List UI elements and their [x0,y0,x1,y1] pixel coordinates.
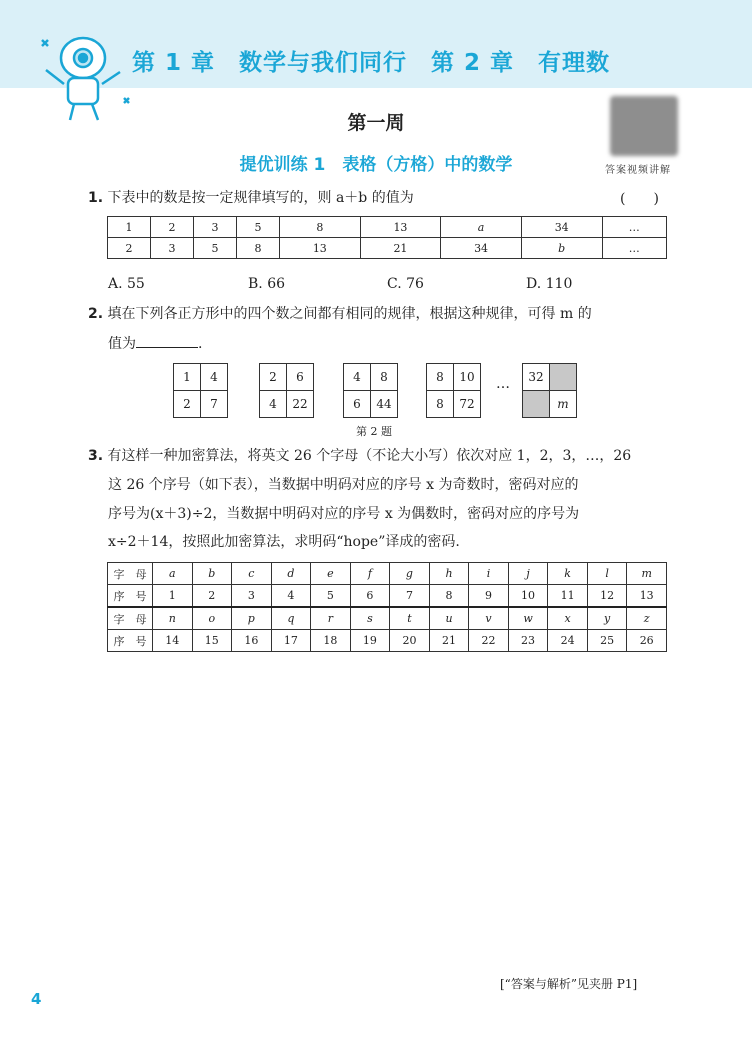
table-cell: a [153,563,193,585]
square-cell: 1 [174,364,201,391]
table-cell: 2 [192,585,232,608]
table-cell: i [469,563,509,585]
table-cell: 15 [192,630,232,652]
table-cell: 13 [627,585,667,608]
table-cell: p [232,607,272,630]
answer-blank[interactable] [136,333,198,348]
table-cell: o [192,607,232,630]
table-cell: h [429,563,469,585]
square-cell: m [550,391,577,418]
cipher-table [107,562,667,652]
qr-code[interactable] [610,96,678,156]
table-cell: l [587,563,627,585]
table-cell: 5 [194,238,237,259]
table-cell: 8 [280,217,361,238]
table-cell: 14 [153,630,193,652]
table-cell: 7 [390,585,430,608]
square-cell: 4 [260,391,287,418]
square-cell: 7 [201,391,228,418]
square-cell-shaded [523,391,550,418]
table-cell: a [441,217,522,238]
table-cell: b [192,563,232,585]
square-cell: 8 [427,364,454,391]
table-cell: t [390,607,430,630]
table-cell: 8 [429,585,469,608]
table-cell: 5 [311,585,351,608]
table-cell: 21 [429,630,469,652]
table-cell: 21 [360,238,441,259]
table-cell: 5 [237,217,280,238]
table-row [108,585,667,608]
table-cell: 1 [108,217,151,238]
week-title: 第一周 [347,112,405,134]
table-cell: n [153,607,193,630]
question-3-number: 3. [88,448,104,464]
square-cell: 4 [344,364,371,391]
chapter-header-title: 第 1 章 数学与我们同行 第 2 章 有理数 [132,50,611,76]
table-cell: 18 [311,630,351,652]
table-cell: 11 [548,585,588,608]
question-3-line2: 这 26 个序号（如下表），当数据中明码对应的序号 x 为奇数时，密码对应的 [108,477,579,493]
square-cell: 4 [201,364,228,391]
table-row [108,217,667,238]
question-2-number: 2. [88,306,104,322]
table-cell: 19 [350,630,390,652]
square-cell: 44 [371,391,398,418]
table-cell: 23 [508,630,548,652]
table-cell: 2 [151,217,194,238]
table-cell: 9 [469,585,509,608]
table-cell: f [350,563,390,585]
table-cell: 12 [587,585,627,608]
table-cell: … [602,238,667,259]
table-cell: 2 [108,238,151,259]
ellipsis: … [496,376,510,392]
table-cell: s [350,607,390,630]
square-cell: 2 [174,391,201,418]
qr-code-label: 答案视频讲解 [605,165,671,176]
question-1 [88,188,414,208]
table-cell: v [469,607,509,630]
table-cell: u [429,607,469,630]
number-square [343,363,398,418]
table-cell: 22 [469,630,509,652]
question-3-line3: 序号为(x＋3)÷2，当数据中明码对应的序号 x 为偶数时，密码对应的序号为 [108,506,580,522]
square-cell: 6 [344,391,371,418]
table-cell: b [521,238,602,259]
table-cell: 16 [232,630,272,652]
table-cell: k [548,563,588,585]
table-row [108,630,667,652]
answer-reference: [“答案与解析”见夹册 P1] [500,977,638,991]
table-cell: 34 [441,238,522,259]
table-cell: 8 [237,238,280,259]
question-1-text: 下表中的数是按一定规律填写的，则 a＋b 的值为 [107,190,414,206]
square-cell: 8 [371,364,398,391]
number-square [173,363,228,418]
question-3-line4: x÷2＋14，按照此加密算法，求明码“hope”译成的密码. [108,534,460,550]
table-cell: 25 [587,630,627,652]
question-2-line2 [108,333,202,354]
question-2 [88,304,592,324]
question-2-text-line2: 值为 [108,336,136,352]
question-2-period: . [198,336,203,352]
sequence-table [107,216,667,259]
table-cell: 3 [151,238,194,259]
table-cell: 17 [271,630,311,652]
table-cell: e [311,563,351,585]
table-cell: c [232,563,272,585]
option-c[interactable]: C. 76 [387,276,424,292]
figure-caption: 第 2 题 [356,425,392,438]
table-cell: 20 [390,630,430,652]
square-cell-shaded [550,364,577,391]
square-cell: 2 [260,364,287,391]
table-cell: 34 [521,217,602,238]
table-cell: g [390,563,430,585]
table-cell: j [508,563,548,585]
question-2-text-line1: 填在下列各正方形中的四个数之间都有相同的规律，根据这种规律，可得 m 的 [107,306,592,322]
row-label: 字 母 [108,563,153,585]
table-cell: w [508,607,548,630]
table-cell: 3 [232,585,272,608]
row-label: 序 号 [108,585,153,608]
number-square [426,363,481,418]
question-3-line1: 有这样一种加密算法，将英文 26 个字母（不论大小写）依次对应 1，2，3，…，26 [107,448,632,464]
table-cell: 26 [627,630,667,652]
option-a[interactable]: A. 55 [108,276,145,292]
square-cell: 22 [287,391,314,418]
answer-bracket: ( ) [620,191,659,207]
table-cell: q [271,607,311,630]
table-row [108,563,667,585]
square-cell: 72 [454,391,481,418]
row-label: 字 母 [108,607,153,630]
table-cell: x [548,607,588,630]
section-title: 提优训练 1 表格（方格）中的数学 [239,155,513,175]
square-cell: 6 [287,364,314,391]
square-cell: 10 [454,364,481,391]
table-cell: z [627,607,667,630]
table-cell: 4 [271,585,311,608]
table-cell: 6 [350,585,390,608]
table-cell: m [627,563,667,585]
table-cell: r [311,607,351,630]
page-number: 4 [31,990,42,1008]
table-cell: d [271,563,311,585]
number-square [259,363,314,418]
table-cell: 3 [194,217,237,238]
table-cell: 1 [153,585,193,608]
square-cell: 32 [523,364,550,391]
square-cell: 8 [427,391,454,418]
number-square-unknown [522,363,577,418]
table-cell: 24 [548,630,588,652]
table-cell: 10 [508,585,548,608]
question-1-number: 1. [88,190,104,206]
table-row [108,238,667,259]
option-b[interactable]: B. 66 [248,276,286,292]
table-cell: 13 [360,217,441,238]
question-3 [88,446,631,466]
option-d[interactable]: D. 110 [526,276,573,292]
table-row [108,607,667,630]
table-cell: … [602,217,667,238]
table-cell: 13 [280,238,361,259]
row-label: 序 号 [108,630,153,652]
table-cell: y [587,607,627,630]
